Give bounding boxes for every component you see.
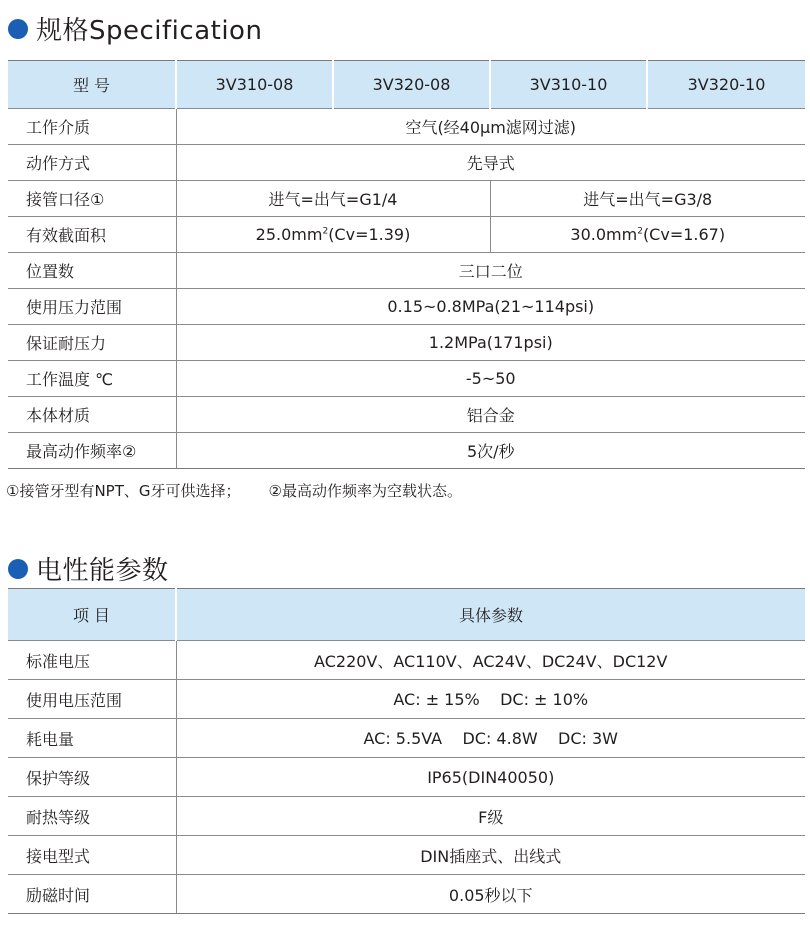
row-label: 工作温度 ℃ [8, 361, 176, 397]
row-label: 耗电量 [8, 719, 176, 758]
table-row [8, 719, 805, 758]
row-label: 使用压力范围 [8, 289, 176, 325]
table-row [8, 253, 805, 289]
area-value: 30.0mm [570, 225, 638, 244]
row-value: IP65(DIN40050) [176, 758, 805, 797]
model-header-cell: 3V320-10 [647, 61, 805, 109]
table-row [8, 361, 805, 397]
spec-header-row [8, 61, 805, 109]
row-value-left: 进气=出气=G1/4 [176, 181, 490, 217]
spec-table [8, 60, 805, 469]
row-label: 工作介质 [8, 109, 176, 145]
table-row [8, 325, 805, 361]
superscript-2: 2 [637, 226, 643, 237]
superscript-2: 2 [322, 226, 329, 237]
row-label: 有效截面积 [8, 217, 176, 253]
row-value: DIN插座式、出线式 [176, 836, 805, 875]
table-row [8, 217, 805, 253]
item-header-label: 项 目 [8, 589, 176, 641]
cv-value: (Cv=1.67) [642, 225, 726, 244]
bullet-dot-icon [8, 19, 28, 39]
row-value: 0.05秒以下 [176, 875, 805, 914]
row-value: 三口二位 [176, 253, 805, 289]
footnote-1: ①接管牙型有NPT、G牙可供选择； [6, 482, 241, 500]
value-header-label: 具体参数 [176, 589, 805, 641]
electrical-title: 电性能参数 [36, 556, 169, 586]
table-row [8, 109, 805, 145]
table-row [8, 289, 805, 325]
row-label: 励磁时间 [8, 875, 176, 914]
row-label: 接电型式 [8, 836, 176, 875]
model-header-cell: 3V320-08 [333, 61, 490, 109]
row-label: 本体材质 [8, 397, 176, 433]
cv-value: (Cv=1.39) [328, 225, 411, 244]
electrical-table [8, 588, 805, 914]
electrical-heading [8, 550, 169, 587]
row-label: 动作方式 [8, 145, 176, 181]
row-value: 铝合金 [176, 397, 805, 433]
row-label: 接管口径① [8, 181, 176, 217]
area-value: 25.0mm [255, 225, 323, 244]
model-header-label: 型 号 [8, 61, 176, 109]
table-row [8, 433, 805, 469]
row-value-right: 进气=出气=G3/8 [490, 181, 805, 217]
spec-title: 规格Specification [36, 16, 263, 46]
model-header-cell: 3V310-10 [490, 61, 647, 109]
table-row [8, 145, 805, 181]
row-label: 位置数 [8, 253, 176, 289]
spec-footnotes [6, 480, 462, 501]
row-label: 使用电压范围 [8, 680, 176, 719]
row-value: 先导式 [176, 145, 805, 181]
row-value: AC220V、AC110V、AC24V、DC24V、DC12V [176, 641, 805, 680]
row-label: 最高动作频率② [8, 433, 176, 469]
row-value: 1.2MPa(171psi) [176, 325, 805, 361]
row-value: 5次/秒 [176, 433, 805, 469]
table-row [8, 875, 805, 914]
row-value: AC: 5.5VA DC: 4.8W DC: 3W [176, 719, 805, 758]
electrical-header-row [8, 589, 805, 641]
bullet-dot-icon [8, 559, 28, 579]
model-header-cell: 3V310-08 [176, 61, 333, 109]
footnote-2: ②最高动作频率为空载状态。 [268, 482, 462, 500]
table-row [8, 836, 805, 875]
row-value: 0.15~0.8MPa(21~114psi) [176, 289, 805, 325]
table-row [8, 797, 805, 836]
table-row [8, 758, 805, 797]
row-value: F级 [176, 797, 805, 836]
table-row [8, 181, 805, 217]
row-value-left [176, 217, 490, 253]
row-value: -5~50 [176, 361, 805, 397]
row-label: 保护等级 [8, 758, 176, 797]
row-value: 空气(经40μm滤网过滤) [176, 109, 805, 145]
row-value-right [490, 217, 805, 253]
table-row [8, 680, 805, 719]
table-row [8, 641, 805, 680]
spec-heading [8, 10, 262, 47]
row-value: AC: ± 15% DC: ± 10% [176, 680, 805, 719]
row-label: 标准电压 [8, 641, 176, 680]
row-label: 耐热等级 [8, 797, 176, 836]
row-label: 保证耐压力 [8, 325, 176, 361]
table-row [8, 397, 805, 433]
